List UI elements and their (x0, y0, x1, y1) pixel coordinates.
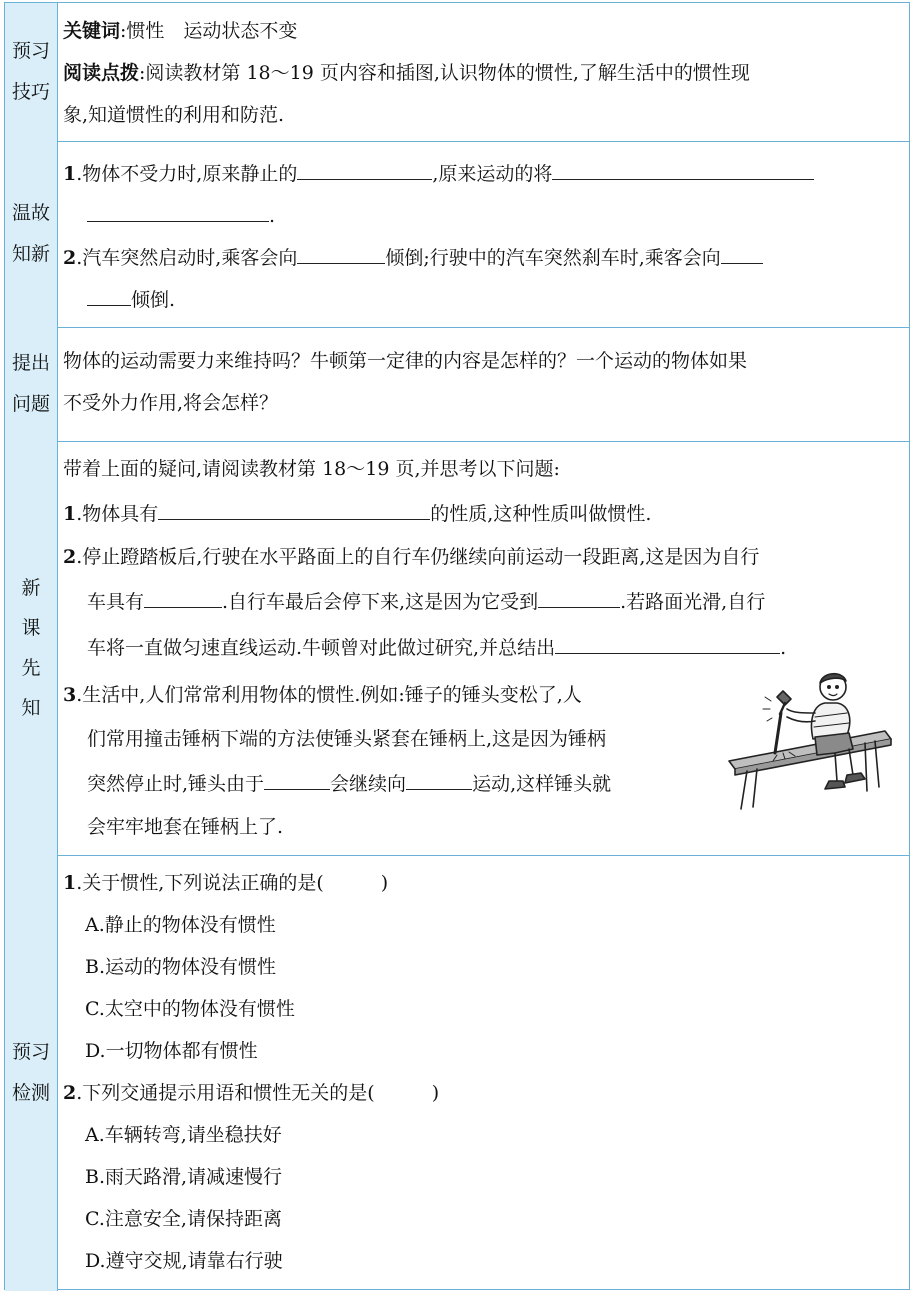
question-text: .关于惯性,下列说法正确的是( ) (76, 872, 389, 894)
question-text: ,原来运动的将 (432, 163, 553, 185)
row-new-lesson (5, 441, 909, 856)
answer-blank[interactable] (158, 499, 430, 520)
option-c[interactable]: C.太空中的物体没有惯性 (85, 998, 295, 1020)
question-text: 车将一直做匀速直线运动.牛顿曾对此做过研究,并总结出 (87, 637, 556, 659)
keywords-text: :惯性 运动状态不变 (120, 20, 298, 42)
label-line: 温故 (11, 202, 50, 224)
answer-blank[interactable] (721, 243, 763, 264)
question-number: 2 (63, 1082, 77, 1104)
option-c[interactable]: C.注意安全,请保持距离 (85, 1208, 282, 1230)
shoe (845, 773, 865, 783)
question-text: .若路面光滑,自行 (620, 591, 766, 613)
new-lesson-q2-line3 (63, 633, 786, 662)
question-text: .物体不受力时,原来静止的 (76, 163, 298, 185)
answer-blank[interactable] (555, 633, 780, 654)
boy-hammer-illustration (725, 669, 895, 814)
label-preview-tips (5, 3, 58, 141)
new-lesson-intro: 带着上面的疑问,请阅读教材第 18～19 页,并思考以下问题: (63, 458, 560, 480)
answer-blank[interactable] (297, 159, 432, 180)
answer-blank[interactable] (87, 201, 269, 222)
answer-blank[interactable] (406, 769, 472, 790)
new-lesson-q2-line1 (63, 543, 759, 571)
label-line: 提出 (11, 352, 50, 374)
review-q2-line1 (63, 243, 763, 272)
new-lesson-q2-line2 (63, 587, 765, 616)
label-questions (5, 327, 58, 441)
new-lesson-q3-line2 (63, 725, 606, 753)
question-text: .物体具有 (76, 503, 159, 525)
question-text: 倾倒;行驶中的汽车突然刹车时,乘客会向 (385, 247, 721, 269)
shoe (825, 781, 845, 789)
row-questions (5, 327, 909, 442)
new-lesson-q1 (63, 499, 651, 528)
option-d[interactable]: D.遵守交规,请靠右行驶 (85, 1250, 283, 1272)
label-line: 知 (21, 697, 41, 719)
question-text: .生活中,人们常常利用物体的惯性.例如:锤子的锤头变松了,人 (76, 684, 582, 706)
option-a[interactable]: A.车辆转弯,请坐稳扶好 (85, 1124, 282, 1146)
new-lesson-q3-line3 (63, 769, 611, 798)
reading-tip-line2: 象,知道惯性的利用和防范. (63, 104, 285, 126)
question-number: 2 (63, 546, 77, 568)
label-line: 检测 (11, 1082, 50, 1104)
label-line: 先 (21, 657, 41, 679)
question-text: .自行车最后会停下来,这是因为它受到 (222, 591, 539, 613)
label-line: 问题 (11, 393, 50, 415)
label-line: 技巧 (11, 81, 50, 103)
question-number: 3 (63, 684, 77, 706)
question-text: .汽车突然启动时,乘客会向 (76, 247, 298, 269)
keywords-line (63, 17, 297, 45)
new-lesson-q3-line1 (63, 681, 582, 709)
question-text: . (269, 205, 276, 227)
question-text: 的性质,这种性质叫做惯性. (430, 503, 652, 525)
question-number: 1 (63, 163, 77, 185)
question-text: .停止蹬踏板后,行驶在水平路面上的自行车仍继续向前运动一段距离,这是因为自行 (76, 546, 760, 568)
question-text: 运动,这样锤头就 (472, 773, 612, 795)
question-number: 1 (63, 872, 77, 894)
row-preview-test (5, 855, 909, 1291)
question-text: . (780, 637, 787, 659)
questions-line2: 不受外力作用,将会怎样？ (63, 392, 279, 414)
answer-blank[interactable] (144, 587, 222, 608)
lesson-table (4, 2, 910, 1290)
answer-blank[interactable] (538, 587, 620, 608)
keywords-label: 关键词 (63, 20, 121, 42)
question-number: 2 (63, 247, 77, 269)
question-text: 倾倒. (131, 289, 176, 311)
questions-line1: 物体的运动需要力来维持吗？牛顿第一定律的内容是怎样的？一个运动的物体如果 (63, 350, 748, 372)
label-preview-test (5, 855, 58, 1291)
review-q1-line2 (63, 201, 275, 230)
question-text: 突然停止时,锤头由于 (87, 773, 265, 795)
answer-blank[interactable] (87, 285, 131, 306)
answer-blank[interactable] (297, 243, 385, 264)
label-line: 知新 (11, 243, 50, 265)
reading-tip-line1 (63, 59, 750, 87)
option-b[interactable]: B.雨天路滑,请减速慢行 (85, 1166, 283, 1188)
question-text: 会牢牢地套在锤柄上了. (87, 816, 284, 838)
option-d[interactable]: D.一切物体都有惯性 (85, 1040, 258, 1062)
new-lesson-q3-line4 (63, 813, 283, 841)
question-text: .下列交通提示用语和惯性无关的是( ) (76, 1082, 440, 1104)
question-text: 车具有 (87, 591, 145, 613)
question-number: 1 (63, 503, 77, 525)
answer-blank[interactable] (264, 769, 330, 790)
label-line: 预习 (11, 1041, 50, 1063)
option-b[interactable]: B.运动的物体没有惯性 (85, 956, 277, 978)
review-q2-line2 (63, 285, 175, 314)
reading-tip-label: 阅读点拨 (63, 62, 140, 84)
answer-blank[interactable] (552, 159, 814, 180)
label-review (5, 141, 58, 327)
test-q2-stem (63, 1079, 439, 1107)
row-review (5, 141, 909, 328)
label-line: 新 (21, 577, 41, 599)
label-line: 课 (21, 617, 41, 639)
option-a[interactable]: A.静止的物体没有惯性 (85, 914, 276, 936)
test-q1-stem (63, 869, 388, 897)
row-preview-tips (5, 3, 909, 142)
label-line: 预习 (11, 40, 50, 62)
reading-tip-text: :阅读教材第 18～19 页内容和插图,认识物体的惯性,了解生活中的惯性现 (139, 62, 750, 84)
review-q1-line1 (63, 159, 814, 188)
label-new-lesson (5, 441, 58, 855)
question-text: 们常用撞击锤柄下端的方法使锤头紧套在锤柄上,这是因为锤柄 (87, 728, 607, 750)
question-text: 会继续向 (330, 773, 407, 795)
